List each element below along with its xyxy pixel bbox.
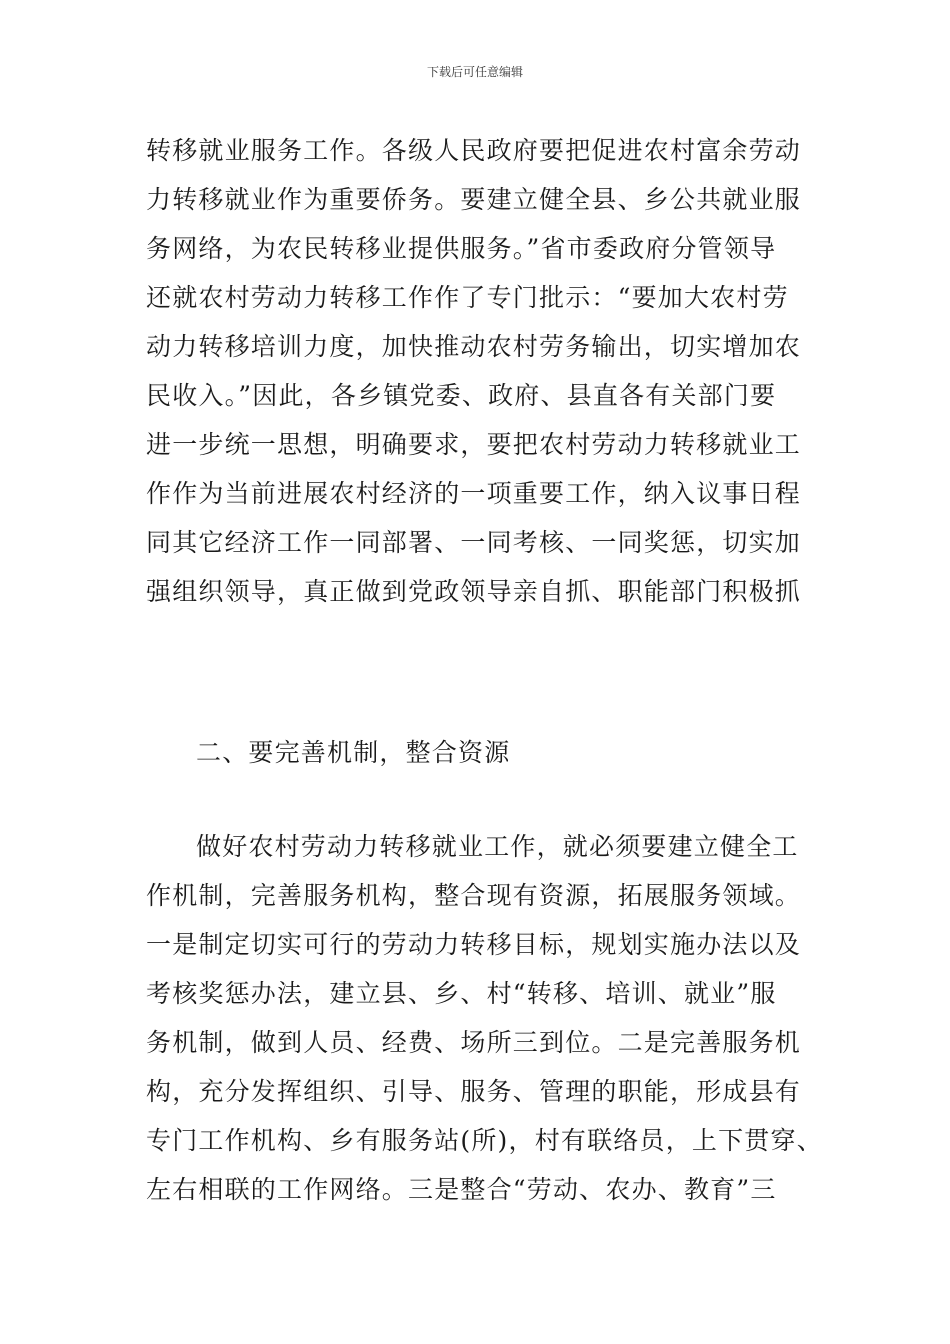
paragraph-line: 力转移就业作为重要侨务。要建立健全县、乡公共就业服 (146, 185, 802, 214)
paragraph-line: 动力转移培训力度，加快推动农村劳务输出，切实增加农 (146, 332, 802, 361)
paragraph-line: 作机制，完善服务机构，整合现有资源，拓展服务领域。 (146, 881, 802, 910)
paragraph-line: 同其它经济工作一同部署、一同考核、一同奖惩，切实加 (146, 528, 802, 557)
paragraph-line: 做好农村劳动力转移就业工作，就必须要建立健全工 (196, 832, 799, 861)
paragraph-line: 转移就业服务工作。各级人民政府要把促进农村富余劳动 (146, 136, 802, 165)
paragraph-line: 还就农村劳动力转移工作作了专门批示：“要加大农村劳 (146, 283, 789, 312)
section-heading: 二、要完善机制，整合资源 (196, 738, 511, 767)
paragraph-2 (146, 822, 836, 1214)
paragraph-line: 强组织领导，真正做到党政领导亲自抓、职能部门积极抓 (146, 577, 802, 606)
paragraph-line: 左右相联的工作网络。三是整合“劳动、农办、教育”三 (146, 1175, 777, 1204)
paragraph-line: 构，充分发挥组织、引导、服务、管理的职能，形成县有 (146, 1077, 802, 1106)
paragraph-line: 务机制，做到人员、经费、场所三到位。二是完善服务机 (146, 1028, 802, 1057)
paragraph-line: 一是制定切实可行的劳动力转移目标，规划实施办法以及 (146, 930, 802, 959)
paragraph-line: 进一步统一思想，明确要求，要把农村劳动力转移就业工 (146, 430, 802, 459)
paragraph-line: 民收入。”因此，各乡镇党委、政府、县直各有关部门要 (146, 381, 777, 410)
page-header: 下载后可任意编辑 (426, 65, 523, 79)
paragraph-line: 务网络，为农民转移业提供服务。”省市委政府分管领导 (146, 234, 777, 263)
paragraph-line: 考核奖惩办法，建立县、乡、村“转移、培训、就业”服 (146, 979, 777, 1008)
paragraph-line: 专门工作机构、乡有服务站(所)，村有联络员，上下贯穿、 (146, 1126, 823, 1155)
paragraph-1 (146, 126, 836, 616)
paragraph-line: 作作为当前进展农村经济的一项重要工作，纳入议事日程 (146, 479, 802, 508)
